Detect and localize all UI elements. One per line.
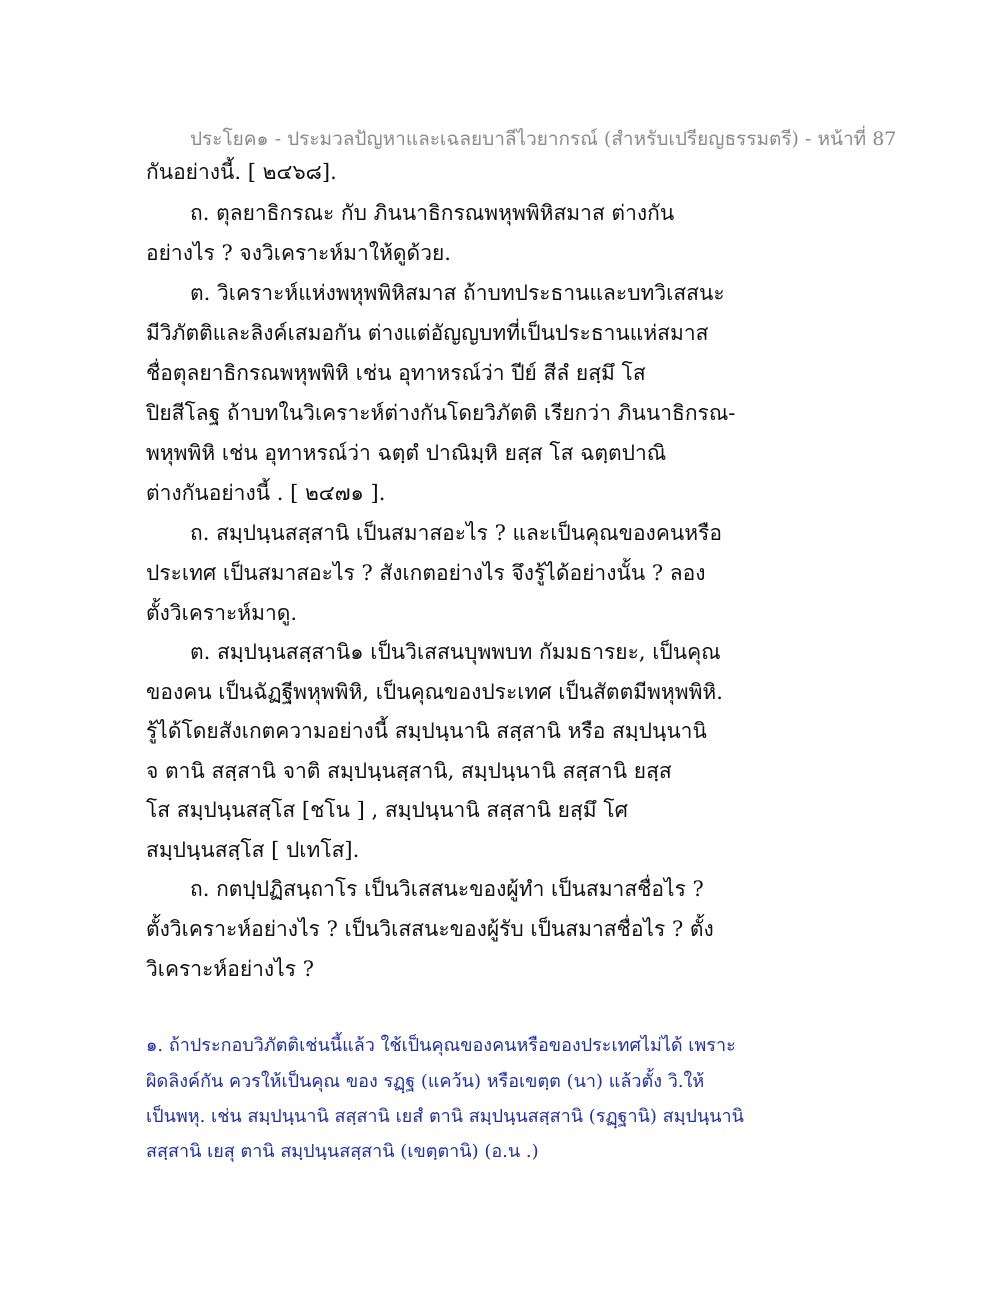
question-line: ถ. ตุลยาธิกรณะ กับ ภินนาธิกรณพหุพพิหิสมาส ต่างกัน [190, 201, 675, 225]
body-line: ปิยสีโลฐ ถ้าบทในวิเคราะห์ต่างกันโดยวิภัตติ เรียกว่า ภินนาธิกรณ- [146, 401, 736, 425]
question-line: ถ. กตปฺปฏิสนฺถาโร เป็นวิเสสนะของผู้ทำ เป็นสมาสชื่อไร ? [190, 877, 704, 901]
answer-line: ต. สมฺปนฺนสสฺสานิ๑ เป็นวิเสสนบุพพบท กัมมธารยะ, เป็นคุณ [190, 640, 721, 664]
body-line: มีวิภัตติและลิงค์เสมอกัน ต่างแต่อัญญบทที่เป็นประธานแห่สมาส [146, 321, 709, 345]
body-line: กันอย่างนี้. [ ๒๔๖๘]. [146, 160, 337, 184]
body-line: ชื่อตุลยาธิกรณพหุพพิหิ เช่น อุทาหรณ์ว่า ปีย์ สีลํ ยสฺมึ โส [146, 361, 646, 385]
body-line: สมฺปนฺนสสฺโส [ ปเทโส]. [146, 838, 360, 862]
body-line: โส สมฺปนฺนสสฺโส [ชโน ] , สมฺปนฺนานิ สสฺสานิ ยสฺมึ โศ [146, 798, 628, 822]
footnote-line: สสฺสานิ เยสุ ตานิ สมฺปนฺนสสฺสานิ (เขตฺตานิ) (อ.น .) [146, 1141, 539, 1162]
body-line: อย่างไร ? จงวิเคราะห์มาให้ดูด้วย. [146, 241, 451, 265]
page-header: ประโยค๑ - ประมวลปัญหาและเฉลยบาลีไวยากรณ์ (สำหรับเปรียญธรรมตรี) - หน้าที่ 87 [190, 128, 897, 150]
body-line: ประเทศ เป็นสมาสอะไร ? สังเกตอย่างไร จึงรู้ได้อย่างนั้น ? ลอง [146, 561, 706, 585]
body-line: จ ตานิ สสฺสานิ จาติ สมฺปนฺนสฺสานิ, สมฺปนฺนานิ สสฺสานิ ยสฺส [146, 759, 672, 783]
body-line: ตั้งวิเคราะห์อย่างไร ? เป็นวิเสสนะของผู้รับ เป็นสมาสชื่อไร ? ตั้ง [146, 917, 714, 941]
body-line: ตั้งวิเคราะห์มาดู. [146, 601, 298, 625]
question-line: ถ. สมฺปนฺนสสฺสานิ เป็นสมาสอะไร ? และเป็นคุณของคนหรือ [190, 521, 722, 545]
footnote-line: เป็นพหุ. เช่น สมฺปนฺนานิ สสฺสานิ เยสํ ตานิ สมฺปนฺนสสฺสานิ (รฏฺฐานิ) สมฺปนฺนานิ [146, 1106, 744, 1127]
footnote-line: ๑. ถ้าประกอบวิภัตติเช่นนี้แล้ว ใช้เป็นคุณของคนหรือของประเทศไม่ได้ เพราะ [146, 1035, 736, 1056]
body-line: ต่างกันอย่างนี้ . [ ๒๔๗๑ ]. [146, 481, 386, 505]
body-line: พหุพพิหิ เช่น อุทาหรณ์ว่า ฉตฺตํ ปาณิมฺหิ ยสฺส โส ฉตฺตปาณิ [146, 441, 667, 465]
body-line: รู้ได้โดยสังเกตความอย่างนี้ สมฺปนฺนานิ สสฺสานิ หรือ สมฺปนฺนานิ [146, 719, 707, 743]
body-line: ของคน เป็นฉัฏฐีพหุพพิหิ, เป็นคุณของประเทศ เป็นสัตตมีพหุพพิหิ. [146, 680, 723, 704]
answer-line: ต. วิเคราะห์แห่งพหุพพิหิสมาส ถ้าบทประธานและบทวิเสสนะ [190, 281, 725, 305]
body-line: วิเคราะห์อย่างไร ? [146, 957, 314, 981]
footnote-line: ผิดลิงค์กัน ควรให้เป็นคุณ ของ รฏฺฐ (แคว้น) หรือเขตฺต (นา) แล้วตั้ง วิ.ให้ [146, 1071, 705, 1092]
